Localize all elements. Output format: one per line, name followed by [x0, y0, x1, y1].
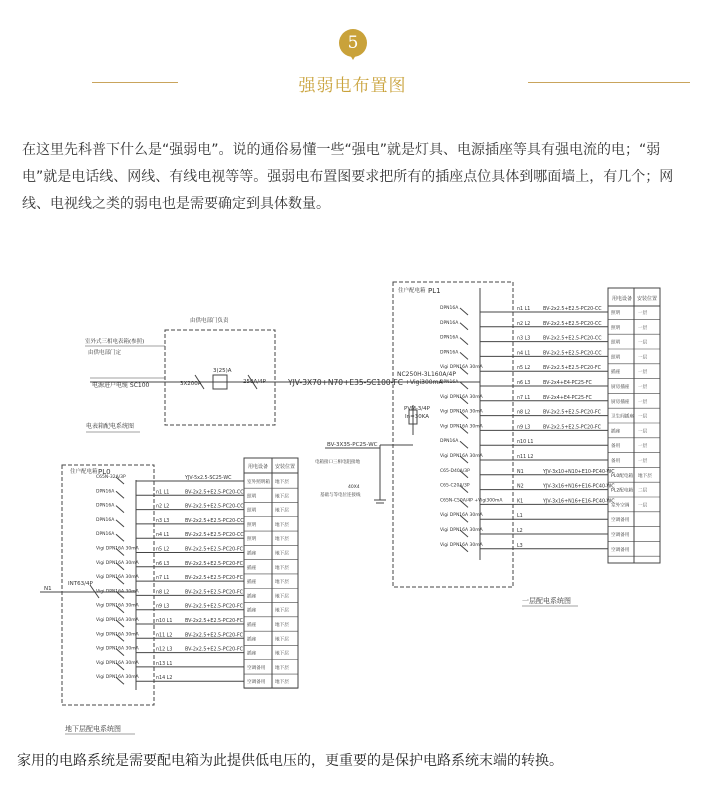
circuit-device: 厨房插座 [611, 399, 630, 405]
circuit-number: L1 [517, 514, 523, 520]
breaker-switch-symbol [460, 441, 468, 448]
circuit-location: 地下层 [275, 680, 289, 686]
circuit-location: 地下层 [275, 594, 289, 600]
circuit-device: PL0配电箱 [611, 473, 634, 479]
pl0-name: PL0 [98, 468, 111, 476]
section-title: 强弱电布置图 [298, 76, 407, 96]
circuit-location: 地下层 [275, 551, 289, 557]
circuit-location: 地下层 [275, 665, 289, 671]
circuit-device: 厨房插座 [611, 385, 630, 390]
pl1-sub-feed: BV-3X35-PC25-WC [327, 442, 378, 448]
meter-box-caption: 电表箱配电系统图 [86, 423, 135, 430]
circuit-number: n1 L1 [156, 490, 170, 496]
circuit-number: n1 L1 [517, 307, 531, 312]
breaker-label: Vigi DPN16A 30mA [440, 409, 483, 415]
breaker-label: DPN16A [440, 320, 459, 326]
circuit-cable: YJV-3x10+N10+E10-PC40-WC [543, 469, 615, 475]
circuit-cable: BV-2x2.5+E2.5-PC20-FC [543, 425, 601, 431]
breaker-label: Vigi DPN16A 30mA [96, 546, 139, 552]
circuit-number: n3 L3 [156, 518, 170, 524]
circuit-cable: BV-2x2.5+E2.5-PC20-FC [185, 604, 243, 610]
circuit-number: n9 L3 [156, 604, 170, 610]
circuit-location: 一层 [638, 414, 648, 420]
section-number-badge: 5 [339, 29, 367, 57]
spd-label: PVM-3/4P [404, 406, 430, 412]
circuit-number: n2 L2 [517, 321, 531, 327]
spd-rating: In=30KA [405, 414, 429, 420]
circuit-number: L2 [517, 529, 523, 534]
breaker-switch-symbol [460, 308, 468, 315]
circuit-device: 空调备用 [247, 665, 266, 671]
circuit-cable: BV-2x2.5+E2.5-PC20-FC [185, 576, 243, 582]
circuit-number: n6 L3 [517, 381, 531, 386]
circuit-device: 插座 [611, 370, 621, 376]
circuit-cable: BV-2x2.5+E2.5-PC20-CC [543, 351, 602, 357]
circuit-number: n6 L3 [156, 561, 170, 567]
circuit-number: n5 L2 [156, 547, 170, 553]
breaker-label: C65N-C50A/4P +Vigi300mA [440, 498, 503, 504]
circuit-cable: BV-2x2.5+E2.5-PC20-CC [185, 533, 244, 539]
circuit-device: 备用 [611, 444, 621, 450]
circuit-location: 地下层 [275, 522, 289, 528]
circuit-device: 照明 [611, 340, 621, 346]
circuit-device: 插座 [247, 594, 257, 600]
circuit-number: n7 L1 [517, 395, 531, 401]
circuit-cable: BV-2x2.5+E2.5-PC20-CC [185, 490, 244, 496]
circuit-device: 卫生间插座 [611, 414, 634, 420]
pl0-feed: N1 [44, 586, 52, 592]
circuit-number: n4 L1 [517, 351, 531, 357]
pl1-caption: 一层配电系统图 [522, 597, 571, 605]
breaker-label: Vigi DPN16A 30mA [440, 454, 483, 459]
ground-spec: 40X4 [348, 485, 360, 490]
breaker-label: DPN16A [440, 350, 459, 356]
circuit-cable: BV-2x2.5+E2.5-PC20-FC [543, 366, 601, 372]
footer-paragraph: 家用的电路系统是需要配电箱为此提供低电压的，更重要的是保护电路系统末端的转换。 [17, 753, 563, 769]
circuit-device: 照明 [247, 508, 257, 514]
circuit-cable: BV-2x2.5+E2.5-PC20-FC [185, 590, 243, 596]
breaker-switch-symbol [116, 506, 124, 513]
pl1-rcd: +Vigi300mA [405, 379, 443, 386]
breaker-label: DPN16A [440, 439, 459, 445]
circuit-number: n10 L1 [517, 440, 534, 446]
circuit-location: 一层 [638, 385, 648, 390]
circuit-location: 地下层 [275, 508, 289, 514]
breaker-switch-symbol [460, 323, 468, 330]
circuit-number: n8 L2 [156, 590, 170, 596]
pl1-col-location: 安装位置 [637, 296, 658, 302]
breaker-label: Vigi DPN16A 30mA [440, 394, 483, 400]
pl1-frame [393, 282, 513, 587]
intro-paragraph: 在这里先科普下什么是“强弱电”。说的通俗易懂一些“强电”就是灯具、电源插座等具有强电流的电；“弱电”就是电话线、网线、有线电视等等。强弱电布置图要求把所有的插座点位具体到哪面墙上，有几个；网线、电视线之类的弱电也是需要确定到具体数量。 [22, 142, 674, 212]
circuit-location: 地下层 [275, 608, 289, 614]
circuit-device: 插座 [247, 551, 257, 557]
breaker-switch-symbol [116, 534, 124, 541]
circuit-device: 照明 [247, 522, 257, 528]
circuit-device: 照明 [611, 311, 621, 316]
pl0-main-breaker: INT63/4P [68, 581, 93, 587]
circuit-cable: YJV-3x16+N16+E16-PC40-WC [543, 484, 615, 490]
breaker2-label: 250A/4P [243, 379, 266, 385]
wiring-diagram [0, 270, 705, 740]
circuit-cable: BV-2x4+E4-PC25-FC [543, 381, 592, 386]
breaker-label: DPN16A [440, 380, 459, 385]
circuit-number: n10 L1 [156, 619, 173, 624]
meter-label: 3(25)A [213, 368, 232, 374]
circuit-location: 地下层 [275, 480, 289, 485]
circuit-device: 空调备用 [611, 533, 630, 538]
breaker-switch-symbol [116, 491, 124, 498]
circuit-cable: YJV-3x16+N16+E16-PC40-WC [543, 499, 615, 505]
circuit-number: n5 L2 [517, 366, 531, 372]
breaker-switch-symbol [116, 520, 124, 527]
circuit-cable: BV-2x2.5+E2.5-PC20-FC [185, 647, 243, 653]
circuit-cable: YJV-5x2.5-SC25-WC [185, 476, 232, 481]
breaker-label: Vigi DPN16A 30mA [440, 513, 483, 519]
pl1-header: 住户配电箱 [398, 288, 426, 294]
circuit-number: n13 L1 [156, 661, 173, 667]
circuit-location: 一层 [638, 429, 648, 435]
pl0-header: 住户配电箱 [70, 469, 98, 475]
breaker-label: DPN16A [96, 517, 115, 523]
circuit-location: 地下层 [275, 651, 289, 657]
circuit-location: 一层 [638, 459, 648, 464]
circuit-device: 插座 [247, 637, 257, 643]
breaker-label: C65N-32A/3P [96, 475, 126, 480]
circuit-location: 一层 [638, 399, 648, 405]
ground-note: 基础与等电位连接线 [320, 493, 361, 498]
breaker-label: Vigi DPN16A 30mA [440, 365, 483, 371]
circuit-cable: BV-2x2.5+E2.5-PC20-FC [185, 547, 243, 553]
circuit-location: 一层 [638, 325, 648, 331]
circuit-location: 一层 [638, 311, 648, 316]
circuit-cable: BV-2x2.5+E2.5-PC20-FC [185, 561, 243, 567]
circuit-device: 室外照明箱 [247, 480, 270, 485]
circuit-device: 插座 [611, 429, 621, 435]
circuit-number: L3 [517, 543, 523, 549]
circuit-location: 一层 [638, 340, 648, 346]
circuit-location: 地下层 [275, 565, 289, 571]
feed-label: 电源进户电缆 SC100 [92, 382, 150, 389]
circuit-location: 一层 [638, 370, 648, 376]
circuit-location: 地下层 [275, 537, 289, 543]
badge-pointer [350, 55, 356, 60]
pl0-col-device: 用电设备 [248, 464, 269, 470]
circuit-device: 空调备用 [611, 518, 630, 524]
circuit-cable: BV-2x2.5+E2.5-PC20-FC [185, 633, 243, 639]
circuit-device: 插座 [247, 651, 257, 657]
circuit-location: 地下层 [275, 580, 289, 586]
circuit-location: 地下层 [638, 473, 652, 479]
breaker-label: Vigi DPN16A 30mA [440, 542, 483, 548]
meter-box-title: 由供电部门负责 [190, 318, 229, 324]
circuit-device: 备用 [611, 459, 621, 464]
pl0-caption: 地下层配电系统图 [65, 725, 121, 733]
circuit-cable: BV-2x2.5+E2.5-PC20-CC [543, 321, 602, 327]
circuit-number: n8 L2 [517, 410, 531, 416]
circuit-cable: BV-2x4+E4-PC25-FC [543, 395, 592, 401]
breaker-label: Vigi DPN16A 30mA [96, 646, 139, 652]
ground-label: 电箱接口三相电阻接地 [315, 460, 360, 465]
circuit-location: 一层 [638, 444, 648, 450]
circuit-device: 空调备用 [247, 680, 266, 686]
breaker-label: Vigi DPN16A 30mA [96, 675, 139, 681]
breaker-label: Vigi DPN16A 30mA [96, 660, 139, 666]
breaker-label: DPN16A [96, 489, 115, 495]
breaker-label: Vigi DPN16A 30mA [96, 618, 139, 623]
breaker-label: Vigi DPN16A 30mA [96, 560, 139, 566]
breaker-label: Vigi DPN16A 30mA [96, 589, 139, 595]
circuit-number: n11 L2 [156, 633, 173, 639]
circuit-cable: BV-2x2.5+E2.5-PC20-CC [185, 518, 244, 524]
circuit-location: 地下层 [275, 637, 289, 643]
breaker-label: DPN16A [96, 532, 115, 538]
circuit-number: n9 L3 [517, 425, 531, 431]
circuit-device: 插座 [247, 608, 257, 614]
breaker-switch-symbol [460, 382, 468, 389]
meter-box-note1: 室外式三相电表箱(参照) [85, 339, 145, 345]
circuit-number: K1 [517, 499, 524, 505]
circuit-device: 照明 [247, 494, 257, 500]
circuit-location: 地下层 [275, 623, 289, 628]
circuit-number: n3 L3 [517, 336, 531, 342]
circuit-device: 插座 [247, 580, 257, 586]
circuit-location: 地下层 [275, 494, 289, 500]
breaker-label: DPN16A [96, 503, 115, 509]
pl1-name: PL1 [428, 287, 441, 295]
meter-box-note2: 由供电部门定 [88, 350, 122, 356]
pl1-col-device: 用电设备 [612, 296, 633, 302]
breaker-label: Vigi DPN16A 30mA [440, 424, 483, 430]
circuit-number: n11 L2 [517, 455, 534, 460]
circuit-cable: BV-2x2.5+E2.5-PC20-CC [543, 336, 602, 342]
circuit-device: 插座 [247, 565, 257, 571]
circuit-number: n4 L1 [156, 533, 170, 539]
circuit-cable: BV-2x2.5+E2.5-PC20-FC [185, 619, 243, 624]
breaker-switch-symbol [460, 338, 468, 345]
circuit-location: 一层 [638, 355, 648, 361]
circuit-number: n12 L3 [156, 647, 173, 653]
circuit-number: n7 L1 [156, 576, 170, 582]
breaker-label: Vigi DPN16A 30mA [96, 575, 139, 581]
main-cable-label: YJV-3X70+N70+E35-SC100-FC [288, 378, 403, 387]
circuit-location: 一层 [638, 503, 648, 509]
breaker-label: DPN16A [440, 335, 459, 341]
pl1-main-breaker: NC250H-3L160A/4P [397, 371, 456, 378]
circuit-cable: BV-2x2.5+E2.5-PC20-FC [543, 410, 601, 416]
circuit-device: 空调备用 [611, 547, 630, 553]
breaker-label: Vigi DPN16A 30mA [440, 528, 483, 533]
circuit-device: 照明 [611, 325, 621, 331]
breaker-label: DPN16A [440, 306, 459, 311]
pl0-col-location: 安装位置 [275, 464, 296, 470]
circuit-device: 室外空调 [611, 503, 630, 509]
breaker-switch-symbol [460, 352, 468, 359]
circuit-device: 照明 [611, 355, 621, 361]
circuit-device: PL2配电箱 [611, 488, 634, 494]
breaker-label: Vigi DPN16A 30mA [96, 632, 139, 638]
breaker-label: C65-C20A/3P [440, 483, 470, 489]
breaker-label: C65-D40A/3P [440, 468, 470, 474]
circuit-number: n14 L2 [156, 676, 173, 682]
breaker-label: Vigi DPN16A 30mA [96, 603, 139, 609]
circuit-number: n2 L2 [156, 504, 170, 510]
circuit-device: 照明 [247, 537, 257, 543]
circuit-device: 插座 [247, 623, 257, 628]
breaker1-label: 3X200A [180, 381, 202, 387]
circuit-cable: BV-2x2.5+E2.5-PC20-CC [185, 504, 244, 510]
circuit-cable: BV-2x2.5+E2.5-PC20-CC [543, 307, 602, 312]
meter-box-frame [165, 330, 275, 425]
circuit-location: 二层 [638, 488, 648, 494]
circuit-number: N2 [517, 484, 524, 490]
circuit-number: N1 [517, 469, 524, 475]
